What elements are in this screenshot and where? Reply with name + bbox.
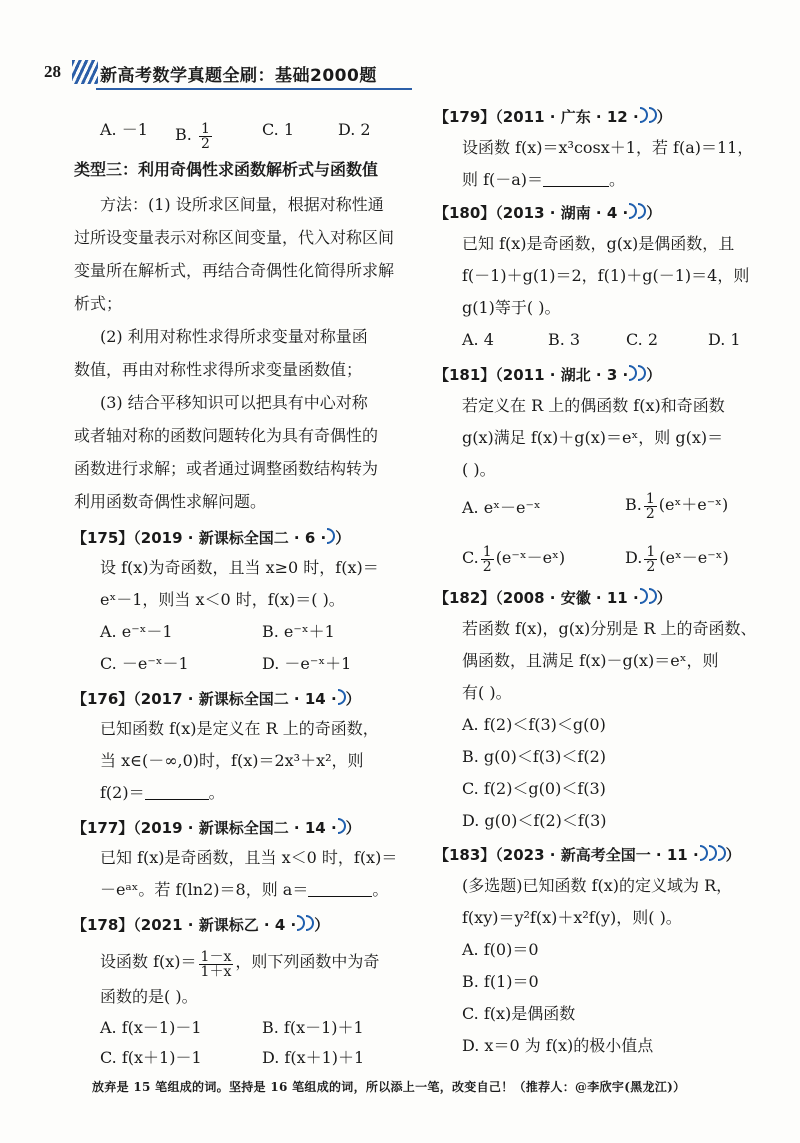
difficulty-icon [306,915,314,931]
q180-opt: B. 3 [548,330,581,349]
q175-opt: B. e⁻ˣ＋1 [262,622,335,641]
q178-source: 【178】（2021 · 新课标乙 · 4 · [72,916,297,934]
q183-opt: D. x＝0 为 f(x)的极小值点 [462,1036,654,1055]
q181-source: 【181】（2011 · 湖北 · 3 · [434,366,629,384]
q175-close: ） [335,529,351,547]
answer-blank[interactable] [145,799,209,800]
opt-d: D. 2 [338,120,371,139]
q176-line: 当 x∈(－∞,0)时，f(x)＝2x³＋x²，则 [100,751,364,770]
frac-num: 1－x [200,949,232,965]
method-line: (3) 结合平移知识可以把具有中心对称 [100,393,368,412]
difficulty-icon [649,588,657,604]
q181-line: g(x)满足 f(x)＋g(x)＝eˣ，则 g(x)＝ [462,428,724,447]
q181-close: ） [646,366,662,384]
method-line: 过所设变量表示对称区间变量，代入对称区间 [74,228,395,247]
difficulty-icon [338,818,346,834]
section-title: 类型三：利用奇偶性求函数解析式与函数值 [74,160,379,179]
q177-source: 【177】（2019 · 新课标全国二 · 14 · [72,819,337,837]
q182-close: ） [656,589,672,607]
difficulty-icon [640,588,648,604]
frac-num: 1 [646,544,656,560]
q176-head [72,689,361,707]
q180-line: g(1)等于( )。 [462,298,561,317]
frac-num: 1 [645,491,655,507]
q181-opt-a: A. eˣ－e⁻ˣ [462,498,541,517]
difficulty-icon [629,365,637,381]
difficulty-icon [638,365,646,381]
q176-line: 已知函数 f(x)是定义在 R 上的奇函数， [100,719,379,738]
q175-line: 设 f(x)为奇函数，且当 x≥0 时，f(x)＝ [100,558,379,577]
q182-opt: C. f(2)＜g(0)＜f(3) [462,779,606,798]
opt-frac [644,492,657,521]
difficulty-icon [629,203,637,219]
q179-head [434,107,672,125]
q178-frac [199,950,234,979]
q182-line: 偶函数，且满足 f(x)－g(x)＝eˣ，则 [462,651,719,670]
q183-close: ） [725,846,741,864]
difficulty-icon [297,915,305,931]
q179-end: 。 [609,170,626,189]
q181-opt-d [625,545,729,574]
difficulty-icon [649,107,657,123]
difficulty-icon [718,845,726,861]
q182-head [434,588,672,606]
method-line: 析式； [74,294,123,313]
q180-head [434,203,661,221]
q176-source: 【176】（2017 · 新课标全国二 · 14 · [72,690,337,708]
q175-opt: C. －e⁻ˣ－1 [100,654,189,673]
q177-head [72,818,361,836]
method-line: 数值，再由对称性求得所求变量函数值； [74,360,363,379]
q178-head [72,915,329,933]
q175-opt: A. e⁻ˣ－1 [100,622,173,641]
q183-head [434,845,741,863]
q175-opt: D. －e⁻ˣ＋1 [262,654,352,673]
footer-quote: 放弃是 15 笔组成的词。坚持是 16 笔组成的词，所以添上一笔，改变自己！（推荐人：@李欣宇(黑龙江)） [92,1080,686,1094]
q183-opt: A. f(0)＝0 [462,940,539,959]
q179-line [462,172,625,188]
header-rule [96,88,412,90]
method-line: (2) 利用对称性求得所求变量对称量函 [100,327,368,346]
difficulty-icon [709,845,717,861]
q180-opt: C. 2 [626,330,659,349]
q182-opt: A. f(2)＜f(3)＜g(0) [462,715,606,734]
q179-close: ） [656,108,672,126]
opt-tail: (eˣ－e⁻ˣ) [659,548,729,567]
q178-opt: A. f(x－1)－1 [100,1018,202,1037]
q181-line: ( )。 [462,460,496,479]
q183-opt: B. f(1)＝0 [462,972,539,991]
q183-line: (多选题)已知函数 f(x)的定义域为 R， [462,876,733,895]
q180-close: ） [646,204,662,222]
page-number: 28 [44,62,61,81]
q175-head [72,528,350,546]
q177-close: ） [345,819,361,837]
frac-den: 2 [482,559,492,575]
opt-frac [644,545,657,574]
difficulty-icon [327,528,335,544]
q181-head [434,365,661,383]
q180-line: 已知 f(x)是奇函数，g(x)是偶函数，且 [462,234,735,253]
method-line: 利用函数奇偶性求解问题。 [74,492,267,511]
q178-opt: D. f(x＋1)＋1 [262,1048,365,1067]
method-line: 函数进行求解；或者通过调整函数结构转为 [74,459,379,478]
opt-b [175,122,214,151]
opt-a: A. －1 [100,120,148,139]
q176-end: 。 [208,783,225,802]
opt-c: C. 1 [262,120,295,139]
method-line: 方法：(1) 设所求区间量，根据对称性通 [100,195,384,214]
q182-opt: D. g(0)＜f(2)＜f(3) [462,811,607,830]
opt-label: C. [462,548,479,567]
q182-opt: B. g(0)＜f(3)＜f(2) [462,747,607,766]
q178-close: ） [314,916,330,934]
q181-line: 若定义在 R 上的偶函数 f(x)和奇函数 [462,396,725,415]
opt-frac [481,545,494,574]
q180-opt: D. 1 [708,330,741,349]
frac-den: 2 [646,559,656,575]
q183-line: f(xy)＝y²f(x)＋x²f(y)，则( )。 [462,908,682,927]
q178-line1 [100,950,379,979]
method-line: 或者轴对称的函数问题转化为具有奇偶性的 [74,426,379,445]
q179-source: 【179】（2011 · 广东 · 12 · [434,108,639,126]
q176-close: ） [345,690,361,708]
q178-post: ，则下列函数中为奇 [235,952,380,971]
opt-tail: (eˣ＋e⁻ˣ) [658,495,729,514]
q178-pre: 设函数 f(x)＝ [100,952,197,971]
opt-b-frac [199,122,212,151]
q176-line [100,785,225,801]
q182-line: 有( )。 [462,683,512,702]
q177-text: －eᵃˣ。若 f(ln2)＝8，则 a＝ [100,880,309,899]
difficulty-icon [700,845,708,861]
method-line: 变量所在解析式，再结合奇偶性化简得所求解 [74,261,395,280]
frac-den: 2 [645,506,655,522]
q176-text: f(2)＝ [100,783,145,802]
q180-opt: A. 4 [462,330,494,349]
answer-blank[interactable] [308,896,372,897]
q180-line: f(－1)＋g(1)＝2，f(1)＋g(－1)＝4，则 [462,266,750,285]
difficulty-icon [638,203,646,219]
frac-num: 1 [482,544,492,560]
q181-opt-b [625,492,728,521]
q181-opt-c [462,545,565,574]
header-stripes [72,60,98,84]
q177-line [100,882,388,898]
q182-source: 【182】（2008 · 安徽 · 11 · [434,589,639,607]
frac-num: 1 [200,121,210,137]
opt-label: B. [625,495,642,514]
q183-opt: C. f(x)是偶函数 [462,1004,576,1023]
q179-text: 则 f(－a)＝ [462,170,544,189]
book-title: 新高考数学真题全刷：基础2000题 [100,66,377,86]
frac-den: 2 [200,136,210,152]
frac-den: 1＋x [200,964,232,980]
opt-b-label: B. [175,125,192,144]
difficulty-icon [640,107,648,123]
difficulty-icon [338,689,346,705]
q178-opt: B. f(x－1)＋1 [262,1018,364,1037]
q175-source: 【175】（2019 · 新课标全国二 · 6 · [72,529,327,547]
q178-opt: C. f(x＋1)－1 [100,1048,202,1067]
opt-tail: (e⁻ˣ－eˣ) [495,548,566,567]
q178-line2: 函数的是( )。 [100,987,198,1006]
q183-source: 【183】（2023 · 新高考全国一 · 11 · [434,846,699,864]
q177-line: 已知 f(x)是奇函数，且当 x＜0 时，f(x)＝ [100,848,398,867]
q177-end: 。 [372,880,389,899]
q179-line: 设函数 f(x)＝x³cosx＋1，若 f(a)＝11， [462,138,754,157]
opt-label: D. [625,548,643,567]
answer-blank[interactable] [543,186,609,187]
q180-source: 【180】（2013 · 湖南 · 4 · [434,204,629,222]
q182-line: 若函数 f(x)，g(x)分别是 R 上的奇函数、 [462,619,757,638]
q175-line: eˣ－1，则当 x＜0 时，f(x)＝( )。 [100,590,345,609]
